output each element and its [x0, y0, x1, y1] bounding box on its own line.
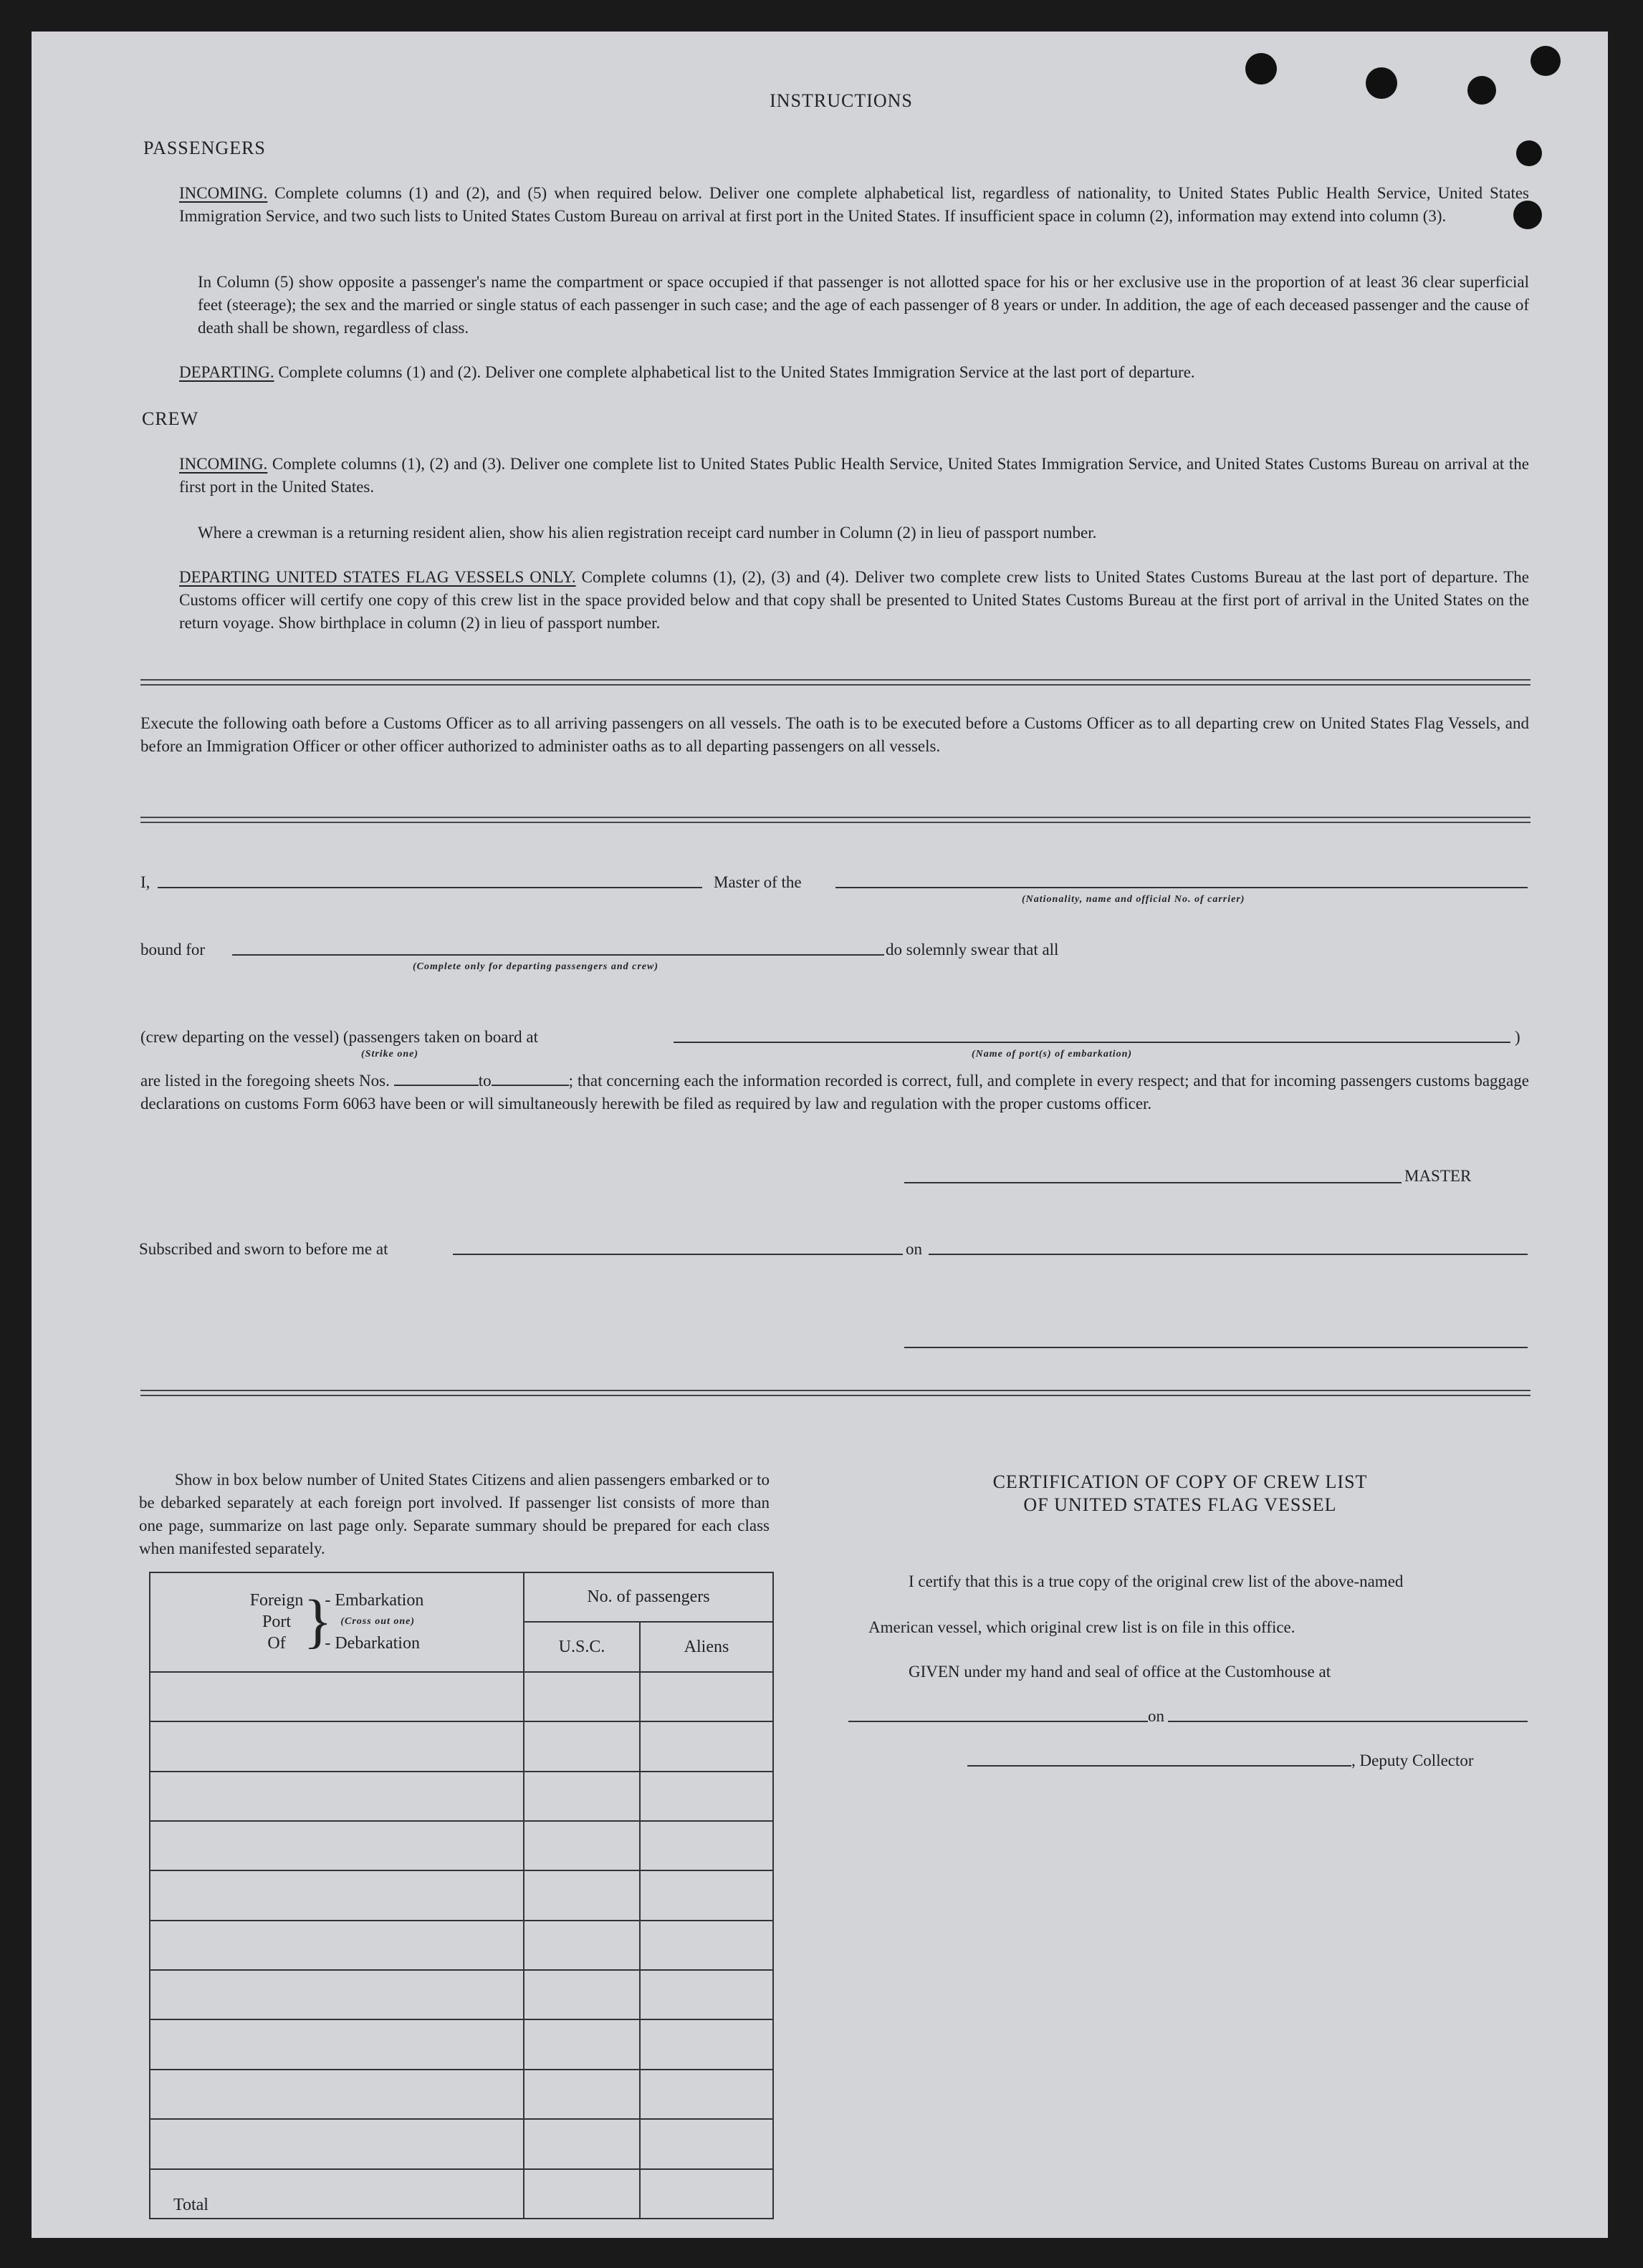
usc-cell[interactable] — [524, 1821, 640, 1870]
sheet-from-field[interactable] — [394, 1069, 479, 1086]
aliens-cell[interactable] — [640, 1721, 773, 1771]
port-cell[interactable] — [150, 2119, 524, 2168]
port-cell[interactable] — [150, 1721, 524, 1771]
aliens-cell[interactable] — [640, 1970, 773, 2019]
port-cell[interactable] — [150, 1672, 524, 1721]
usc-cell[interactable] — [524, 2019, 640, 2069]
officer-signature-field[interactable] — [904, 1347, 1528, 1348]
customhouse-field[interactable] — [848, 1721, 1148, 1722]
ports-of-embarkation-field[interactable] — [674, 1042, 1510, 1043]
usc-cell[interactable] — [524, 1870, 640, 1920]
passengers-incoming-label: INCOMING. — [179, 184, 268, 202]
usc-total-cell[interactable] — [524, 2169, 640, 2219]
crew-departing-text: Complete columns (1), (2), (3) and (4). Deliver two complete crew lists to United States Customs Bureau at the last port of departure. The Customs officer will certify one copy of this crew list in the space provided below and that copy shall be presented to United States Customs Bureau at the first port of arrival in the United States on the return voyage. Show birthplace in column (2) in lieu of passport number. — [179, 568, 1530, 632]
usc-cell[interactable] — [524, 1672, 640, 1721]
deputy-collector-label: , Deputy Collector — [1351, 1752, 1474, 1769]
sheets-prefix: are listed in the foregoing sheets Nos. — [140, 1072, 390, 1090]
passengers-departing-paragraph — [179, 361, 1529, 384]
passenger-summary-table — [149, 1572, 774, 2219]
sheet-to-field[interactable] — [492, 1069, 569, 1086]
sheets-paragraph — [140, 1069, 1529, 1115]
given-line: GIVEN under my hand and seal of office at the Customhouse at — [909, 1663, 1331, 1681]
crew-heading: CREW — [142, 408, 199, 429]
master-name-field[interactable] — [158, 887, 702, 888]
crew-incoming-label: INCOMING. — [179, 455, 268, 473]
section-divider — [140, 817, 1531, 823]
table-row — [150, 1721, 773, 1771]
crew-incoming-paragraph — [179, 453, 1529, 499]
debarkation-label: - Debarkation — [325, 1634, 420, 1653]
table-row — [150, 2119, 773, 2168]
certification-title-line2: OF UNITED STATES FLAG VESSEL — [1023, 1494, 1337, 1515]
certify-line2: American vessel, which original crew list is on file in this office. — [868, 1618, 1295, 1636]
port-cell[interactable] — [150, 2019, 524, 2069]
aliens-cell[interactable] — [640, 1921, 773, 1970]
table-row — [150, 2019, 773, 2069]
cert-on-label: on — [1148, 1707, 1164, 1725]
punch-hole — [1516, 140, 1542, 166]
sworn-place-field[interactable] — [453, 1254, 903, 1255]
punch-hole — [1245, 53, 1277, 85]
table-row — [150, 2070, 773, 2119]
port-cell[interactable] — [150, 1921, 524, 1970]
passengers-column5-paragraph: In Column (5) show opposite a passenger's name the compartment or space occupied if that passenger is not allotted space for his or her exclusive use in the proportion of at least 36 clear superficial feet (steerage); the sex and the married or single status of each passenger in such case; and the age of each passenger of 8 years or under. In addition, the age of each deceased passenger and the cause of death shall be shown, regardless of class. — [198, 273, 1529, 337]
bound-for-field[interactable] — [232, 954, 884, 956]
section-divider — [140, 679, 1531, 686]
total-label: Total — [173, 2196, 209, 2214]
no-of-passengers-header: No. of passengers — [524, 1572, 773, 1622]
carrier-field[interactable] — [835, 887, 1528, 888]
master-signature-field[interactable] — [904, 1182, 1402, 1183]
summary-instructions: Show in box below number of United States Citizens and alien passengers embarked or to be debarked separately at each foreign port involved. If passenger list consists of more than one page, summarize on last page only. Separate summary should be prepared for each class when manifested separately. — [139, 1471, 770, 1557]
subscribed-label: Subscribed and sworn to before me at — [139, 1240, 388, 1258]
table-row — [150, 1970, 773, 2019]
port-cell[interactable] — [150, 2070, 524, 2119]
oath-i-label: I, — [140, 873, 150, 891]
table-row — [150, 1821, 773, 1870]
crew-resident-paragraph: Where a crewman is a returning resident alien, show his alien registration receipt card number in Column (2) in lieu of passport number. — [198, 524, 1097, 542]
passengers-heading: PASSENGERS — [143, 138, 266, 158]
sworn-date-field[interactable] — [929, 1254, 1528, 1255]
port-cell[interactable] — [150, 1772, 524, 1821]
brace-icon: } — [303, 1588, 332, 1656]
aliens-cell[interactable] — [640, 1672, 773, 1721]
section-divider — [140, 1390, 1531, 1396]
passengers-incoming-text: Complete columns (1) and (2), and (5) when required below. Deliver one complete alphabetical list, regardless of nationality, to United States Public Health Service, United States Immigration Service, and two such lists to United States Custom Bureau on arrival at first port in the United States. If insufficient space in column (2), information may extend into column (3). — [179, 184, 1529, 225]
usc-cell[interactable] — [524, 2119, 640, 2168]
embarkation-label: - Embarkation — [325, 1591, 424, 1610]
master-of-the-label: Master of the — [714, 873, 802, 891]
table-row — [150, 1672, 773, 1721]
port-cell[interactable] — [150, 1870, 524, 1920]
aliens-cell[interactable] — [640, 2019, 773, 2069]
of-label: Of — [267, 1634, 286, 1653]
master-label: MASTER — [1404, 1167, 1472, 1185]
crew-incoming-text: Complete columns (1), (2) and (3). Deliver one complete list to United States Public Health Service, United States Immigration Service, and United States Customs Bureau on arrival at the first port in the United States. — [179, 455, 1529, 496]
close-paren: ) — [1515, 1028, 1520, 1046]
deputy-collector-signature-field[interactable] — [967, 1765, 1351, 1767]
total-row — [150, 2169, 773, 2219]
table-row — [150, 1921, 773, 1970]
passengers-departing-text: Complete columns (1) and (2). Deliver one complete alphabetical list to the United States Immigration Service at the last port of departure. — [278, 363, 1195, 381]
certify-line1: I certify that this is a true copy of the original crew list of the above-named — [909, 1572, 1404, 1590]
crew-departing-label: DEPARTING UNITED STATES FLAG VESSELS ONLY. — [179, 568, 576, 586]
total-cell — [150, 2169, 524, 2219]
strike-one-note: (Strike one) — [361, 1049, 419, 1059]
bound-for-label: bound for — [140, 941, 206, 958]
table-row — [150, 1772, 773, 1821]
cross-out-note: (Cross out one) — [340, 1616, 416, 1628]
nationality-note: (Nationality, name and official No. of carrier) — [1022, 894, 1245, 905]
sheets-rest: ; that concerning each the information recorded is correct, full, and complete in every respect; and that for incoming passengers customs baggage declarations on customs Form 6063 have been or will simultaneously herewith be filed as required by law and regulation with the proper customs officer. — [140, 1072, 1529, 1113]
port-cell[interactable] — [150, 1970, 524, 2019]
aliens-cell[interactable] — [640, 1821, 773, 1870]
usc-header: U.S.C. — [524, 1622, 640, 1671]
crew-departing-paragraph — [179, 566, 1529, 635]
certification-title-line1: CERTIFICATION OF COPY OF CREW LIST — [992, 1471, 1368, 1492]
table-row — [150, 1870, 773, 1920]
usc-cell[interactable] — [524, 1970, 640, 2019]
ports-note: (Name of port(s) of embarkation) — [972, 1049, 1133, 1059]
usc-cell[interactable] — [524, 2070, 640, 2119]
swear-text: do solemnly swear that all — [886, 941, 1059, 958]
sworn-on-label: on — [906, 1240, 922, 1258]
aliens-cell[interactable] — [640, 1772, 773, 1821]
port-label: Port — [262, 1613, 292, 1632]
usc-cell[interactable] — [524, 1721, 640, 1771]
aliens-total-cell[interactable] — [640, 2169, 773, 2219]
complete-only-note: (Complete only for departing passengers and crew) — [413, 961, 658, 972]
passengers-incoming-paragraph — [179, 182, 1529, 228]
crew-departing-label: (crew departing on the vessel) (passengers taken on board at — [140, 1028, 538, 1046]
passengers-departing-label: DEPARTING. — [179, 363, 274, 381]
cert-date-field[interactable] — [1168, 1721, 1528, 1722]
page-title: INSTRUCTIONS — [770, 90, 913, 111]
aliens-cell[interactable] — [640, 1870, 773, 1920]
aliens-cell[interactable] — [640, 2119, 773, 2168]
punch-hole — [1531, 46, 1561, 76]
foreign-label: Foreign — [249, 1591, 304, 1610]
aliens-cell[interactable] — [640, 2070, 773, 2119]
usc-cell[interactable] — [524, 1921, 640, 1970]
sheets-to-label: to — [478, 1072, 492, 1090]
usc-cell[interactable] — [524, 1772, 640, 1821]
oath-intro: Execute the following oath before a Customs Officer as to all arriving passengers on all vessels. The oath is to be executed before a Customs Officer as to all departing crew on United States Flag Vessels, and before an Immigration Officer or other officer authorized to administer oaths as to all departing passengers on all vessels. — [140, 714, 1529, 755]
aliens-header: Aliens — [640, 1622, 773, 1671]
port-cell[interactable] — [150, 1821, 524, 1870]
form-page — [32, 32, 1608, 2238]
port-header-cell — [150, 1572, 524, 1672]
